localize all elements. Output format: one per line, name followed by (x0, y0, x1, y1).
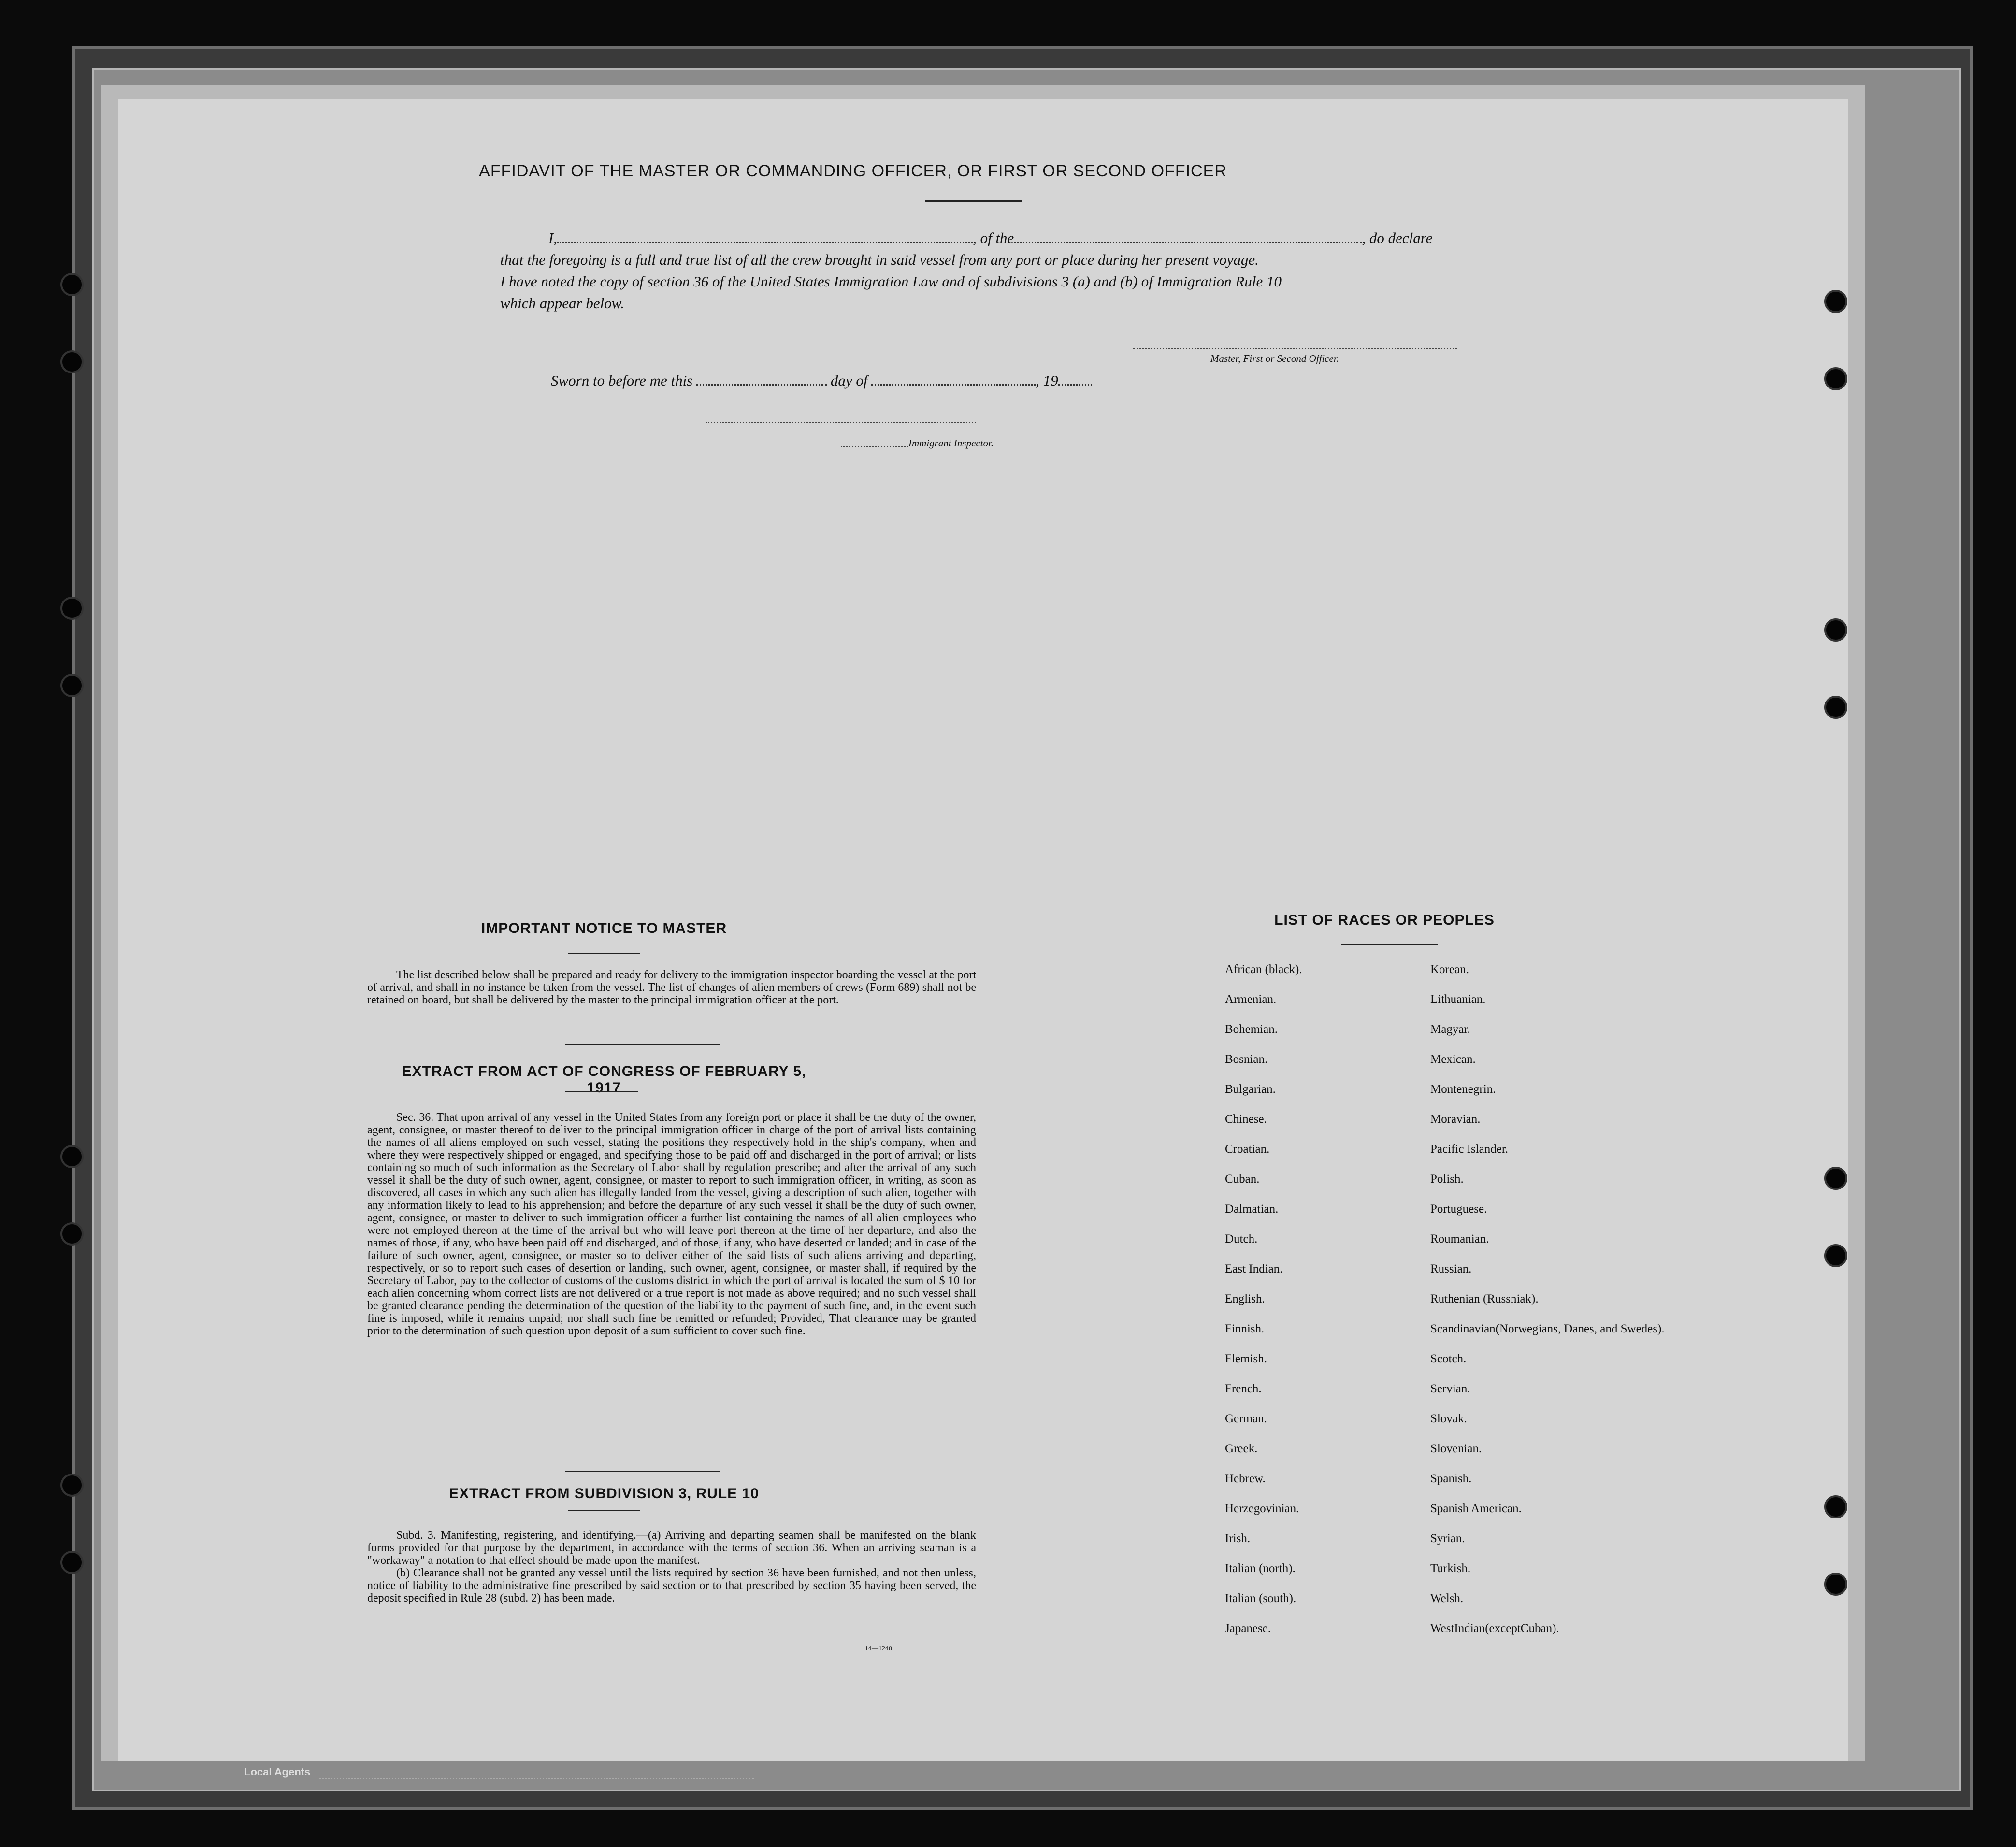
rule-title: EXTRACT FROM SUBDIVISION 3, RULE 10 (449, 1486, 759, 1502)
race-item: Montenegrin. (1430, 1083, 1496, 1096)
race-item: WestIndian(exceptCuban). (1430, 1622, 1559, 1635)
race-item: German. (1225, 1412, 1267, 1425)
form-number: 14—1240 (865, 1645, 892, 1652)
punch-hole (60, 1222, 84, 1246)
punch-hole (1824, 1244, 1847, 1267)
punch-hole (60, 350, 84, 373)
race-item: Flemish. (1225, 1352, 1267, 1365)
notice-rule (568, 953, 640, 954)
race-item: Irish. (1225, 1532, 1251, 1545)
race-item: Bulgarian. (1225, 1083, 1276, 1096)
declaration-line-2: that the foregoing is a full and true list of all the crew brought in said vessel from any port or place during her present voyage. (500, 251, 1259, 268)
declaration-line-4: which appear below. (500, 295, 624, 312)
inspector-signature-line[interactable] (706, 422, 976, 423)
officer-signature-caption: Master, First or Second Officer. (1210, 353, 1339, 364)
act-separator (565, 1471, 720, 1472)
punch-hole (60, 1551, 84, 1574)
races-left-column (1225, 963, 1302, 1652)
vessel-blank[interactable] (1014, 241, 1362, 243)
local-agents-label: Local Agents (244, 1766, 311, 1778)
race-item: Slovenian. (1430, 1442, 1482, 1455)
race-item: Croatian. (1225, 1143, 1270, 1156)
race-item: Hebrew. (1225, 1472, 1266, 1485)
race-item: Syrian. (1430, 1532, 1465, 1545)
punch-hole (1824, 1495, 1847, 1518)
race-item: Mexican. (1430, 1053, 1476, 1066)
punch-hole (1824, 696, 1847, 719)
race-item: Italian (south). (1225, 1592, 1296, 1605)
race-item: Armenian. (1225, 993, 1277, 1006)
punch-hole (1824, 367, 1847, 390)
race-item: Japanese. (1225, 1622, 1271, 1635)
race-item: Italian (north). (1225, 1562, 1296, 1575)
act-body: Sec. 36. That upon arrival of any vessel in the United States from any foreign port or place it shall be the duty of the owner, agent, consignee, or master thereof to deliver to the principal immigration officer in charge of the port of arrival lists containing the names of all aliens employed on such vessel, stating the positions they respectively hold in the ship's company, when and where they were respectively shipped or engaged, and specifying those to be paid off and discharged in the port of arrival; or lists containing so much of such information as the Secretary of Labor shall by regulation prescribe; and after the arrival of any such vessel it shall be the duty of such owner, agent, consignee, or master to report to such immigration officer, in writing, as soon as discovered, all cases in which any such alien has illegally landed from the vessel, giving a description of such alien, together with any information likely to lead to his apprehension; and before the departure of any such vessel it shall be the duty of such owner, agent, consignee, or master to deliver to such immigration officer a further list containing the names of all alien employees who were not employed thereon at the time of the arrival but who will leave port thereon at the time of her departure, and also the names of those, if any, who have been paid off and discharged, and of those, if any, who have deserted or landed; and in case of the failure of such owner, agent, consignee, or master so to deliver either of the said lists of such aliens arriving and departing, respectively, or so to report such cases of desertion or landing, such owner, agent, consignee, or master shall, if required by the Secretary of Labor, pay to the collector of customs of the customs district in which the port of arrival is located the sum of $ 10 for each alien concerning whom correct lists are not delivered or a true report is not made as above required; and no such vessel shall be granted clearance pending the determination of the question of the liability to the payment of such fine, and, in the event such fine is imposed, while it remains unpaid; nor shall such fine be remitted or refunded; Provided, That clearance may be granted prior to the determination of such question upon deposit of a sum sufficient to cover such fine. (367, 1111, 976, 1337)
punch-hole (1824, 1167, 1847, 1190)
race-item: East Indian. (1225, 1262, 1283, 1275)
race-item: Cuban. (1225, 1173, 1260, 1186)
punch-hole (1824, 618, 1847, 642)
race-item: Servian. (1430, 1382, 1470, 1395)
races-rule (1341, 944, 1438, 945)
officer-signature-line[interactable] (1133, 348, 1457, 349)
punch-hole (60, 597, 84, 620)
race-item: Pacific Islander. (1430, 1143, 1509, 1156)
race-item: Portuguese. (1430, 1203, 1487, 1216)
title-rule (925, 200, 1022, 202)
race-item: Scotch. (1430, 1352, 1467, 1365)
declaration-line-3: I have noted the copy of section 36 of the United States Immigration Law and of subdivisions 3 (a) and (b) of Immigration Rule 10 (500, 273, 1282, 290)
act-rule (565, 1091, 638, 1092)
race-item: Moravian. (1430, 1113, 1481, 1126)
affidavit-title: AFFIDAVIT OF THE MASTER OR COMMANDING OFFICER, OR FIRST OR SECOND OFFICER (479, 162, 1227, 180)
notice-separator (565, 1044, 720, 1045)
race-item: Spanish. (1430, 1472, 1472, 1485)
race-item: Korean. (1430, 963, 1469, 976)
race-item: Dutch. (1225, 1232, 1258, 1246)
inspector-short-line (841, 446, 908, 447)
race-item: Chinese. (1225, 1113, 1267, 1126)
race-item: Turkish. (1430, 1562, 1471, 1575)
race-item: Spanish American. (1430, 1502, 1522, 1515)
race-item: Welsh. (1430, 1592, 1464, 1605)
notice-title: IMPORTANT NOTICE TO MASTER (481, 920, 727, 936)
sworn-day-blank[interactable] (696, 384, 827, 386)
race-item: French. (1225, 1382, 1262, 1395)
races-right-column (1430, 963, 1665, 1652)
race-item: Bohemian. (1225, 1023, 1278, 1036)
punch-hole (60, 1145, 84, 1168)
race-item: Finnish. (1225, 1322, 1265, 1335)
race-item: Ruthenian (Russniak). (1430, 1292, 1539, 1305)
punch-hole (60, 674, 84, 697)
punch-hole (1824, 1573, 1847, 1596)
act-title: EXTRACT FROM ACT OF CONGRESS OF FEBRUARY 5, 1917 (402, 1063, 806, 1096)
race-item: English. (1225, 1292, 1265, 1305)
race-item: Lithuanian. (1430, 993, 1486, 1006)
sworn-line: Sworn to before me this day of , 19 (551, 372, 1092, 389)
race-item: Slovak. (1430, 1412, 1467, 1425)
punch-hole (1824, 290, 1847, 313)
declaration-line-1: I, , of the , do declare (548, 229, 1433, 246)
race-item: African (black). (1225, 963, 1302, 976)
rule-paragraph-b: (b) Clearance shall not be granted any vessel until the lists required by section 36 have been furnished, and not then unless, notice of liability to the administrative fine prescribed by said section or to that prescribed by section 35 having been served, the deposit specified in Rule 28 (subd. 2) has been made. (367, 1567, 976, 1604)
local-agents-line (319, 1778, 754, 1779)
sworn-month-blank[interactable] (871, 384, 1036, 386)
race-item: Roumanian. (1430, 1232, 1489, 1246)
punch-hole (60, 1474, 84, 1497)
races-title: LIST OF RACES OR PEOPLES (1274, 912, 1495, 928)
race-item: Greek. (1225, 1442, 1258, 1455)
race-item: Scandinavian(Norwegians, Danes, and Swedes). (1430, 1322, 1665, 1335)
race-item: Dalmatian. (1225, 1203, 1279, 1216)
rule-rule (568, 1510, 640, 1511)
document-page (118, 99, 1848, 1761)
rule-paragraph-a: Subd. 3. Manifesting, registering, and identifying.—(a) Arriving and departing seamen shall be manifested on the blank forms provided for that purpose by the department, in accordance with the terms of section 36. When an arriving seaman is a "workaway" a notation to that effect should be made upon the manifest. (367, 1529, 976, 1567)
rule-body (367, 1529, 976, 1604)
notice-body: The list described below shall be prepared and ready for delivery to the immigration inspector boarding the vessel at the port of arrival, and shall in no instance be taken from the vessel. The list of changes of alien members of crews (Form 689) shall not be retained on board, but shall be delivered by the master to the principal immigration officer at the port. (367, 969, 976, 1006)
race-item: Herzegovinian. (1225, 1502, 1299, 1515)
name-blank[interactable] (557, 241, 973, 243)
punch-hole (60, 273, 84, 296)
race-item: Polish. (1430, 1173, 1464, 1186)
race-item: Russian. (1430, 1262, 1472, 1275)
inspector-caption: Immigrant Inspector. (908, 437, 994, 449)
race-item: Magyar. (1430, 1023, 1470, 1036)
race-item: Bosnian. (1225, 1053, 1268, 1066)
sworn-year-blank[interactable] (1058, 384, 1092, 386)
